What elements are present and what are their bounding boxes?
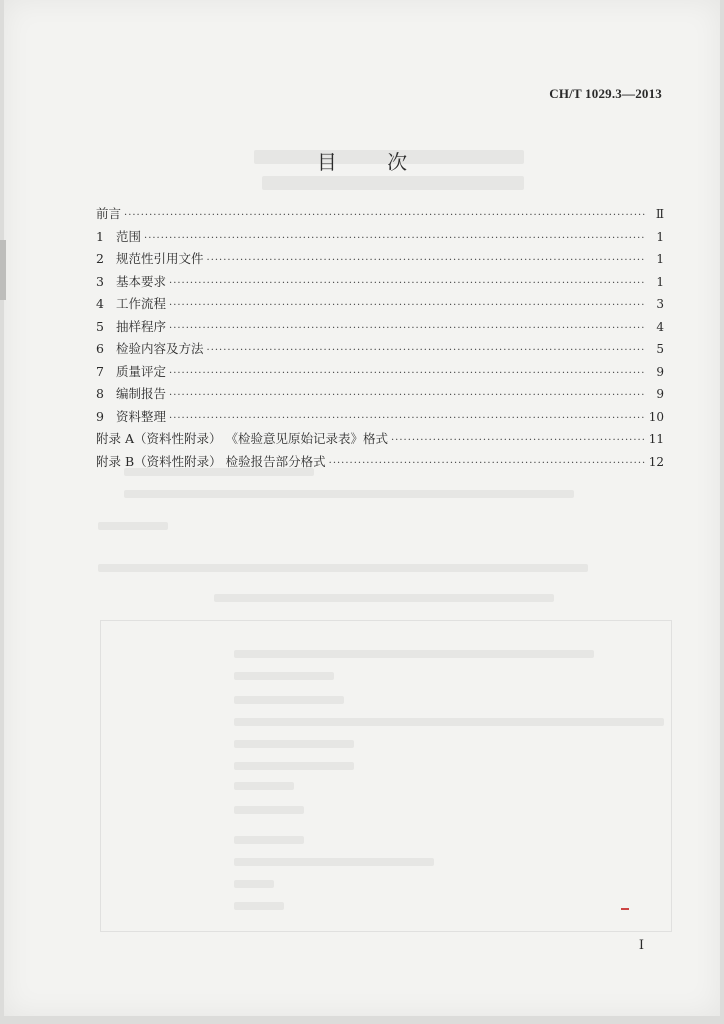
toc-entry-page: Ⅱ: [655, 207, 664, 221]
toc-entry-appendix-a[interactable]: [96, 429, 664, 452]
toc-entry-label: 基本要求: [116, 273, 167, 289]
toc-entry-page: 1: [656, 229, 664, 244]
toc-entry-label: 资料整理: [116, 408, 167, 424]
toc-entry-number: 3: [96, 273, 104, 289]
toc-entry-page: 1: [656, 274, 664, 289]
toc-entry-scope[interactable]: [96, 227, 664, 250]
toc-leader-dots: [169, 390, 645, 401]
toc-leader-dots: [169, 413, 645, 424]
toc-entry-normative-references[interactable]: [96, 249, 664, 272]
toc-entry-number: 9: [96, 408, 104, 424]
document-page: [4, 0, 720, 1016]
toc-entry-appendix-b[interactable]: [96, 452, 664, 475]
toc-leader-dots: [169, 300, 645, 311]
toc-entry-label: 附录 A（资料性附录） 《检验意见原始记录表》格式: [96, 431, 388, 446]
toc-entry-page: 5: [656, 342, 664, 356]
toc-leader-dots: [329, 458, 645, 469]
toc-entry-page: 4: [656, 319, 664, 334]
toc-entry-label: 范围: [116, 228, 142, 244]
toc-entry-number: 6: [96, 341, 104, 356]
toc-leader-dots: [124, 210, 645, 221]
toc-entry-label: 附录 B（资料性附录） 检验报告部分格式: [96, 453, 326, 469]
toc-leader-dots: [169, 368, 645, 379]
toc-entry-label: 编制报告: [116, 386, 167, 401]
toc-entry-label: 工作流程: [116, 296, 167, 311]
toc-entry-page: 3: [656, 297, 664, 311]
toc-entry-quality-evaluation[interactable]: [96, 362, 664, 385]
toc-entry-inspection-methods[interactable]: [96, 339, 664, 362]
toc-leader-dots: [391, 435, 645, 446]
toc-entry-number: 7: [96, 363, 104, 379]
toc-entry-label: 前言: [96, 206, 122, 221]
red-ink-mark: [621, 908, 629, 910]
toc-leader-dots: [207, 255, 645, 266]
toc-entry-report-compilation[interactable]: [96, 384, 664, 407]
toc-entry-page: 12: [648, 454, 664, 469]
toc-leader-dots: [169, 278, 645, 289]
toc-entry-number: 2: [96, 251, 104, 266]
standard-code: CH/T 1029.3—2013: [549, 86, 662, 101]
toc-entry-page: 10: [648, 409, 664, 424]
toc-leader-dots: [144, 233, 645, 244]
toc-entry-page: 9: [656, 387, 664, 401]
toc-entry-number: 1: [96, 228, 104, 244]
table-of-contents: [96, 204, 664, 474]
toc-entry-workflow[interactable]: [96, 294, 664, 317]
toc-leader-dots: [207, 345, 645, 356]
toc-entry-label: 检验内容及方法: [116, 341, 204, 356]
toc-entry-sampling-procedure[interactable]: [96, 317, 664, 340]
toc-entry-label: 规范性引用文件: [116, 251, 204, 266]
toc-entry-data-organization[interactable]: [96, 407, 664, 430]
toc-entry-label: 质量评定: [116, 363, 167, 379]
toc-entry-label: 抽样程序: [116, 318, 167, 334]
toc-entry-number: 5: [96, 318, 104, 334]
page-number: I: [638, 938, 644, 953]
toc-leader-dots: [169, 323, 645, 334]
toc-entry-page: 9: [656, 364, 664, 379]
toc-title: 目 次: [316, 150, 430, 174]
toc-entry-page: 11: [648, 432, 664, 446]
scan-edge-shadow: [0, 240, 6, 300]
toc-entry-number: 8: [96, 386, 104, 401]
toc-entry-basic-requirements[interactable]: [96, 272, 664, 295]
toc-entry-number: 4: [96, 296, 104, 311]
toc-entry-foreword[interactable]: [96, 204, 664, 227]
toc-entry-page: 1: [656, 252, 664, 266]
